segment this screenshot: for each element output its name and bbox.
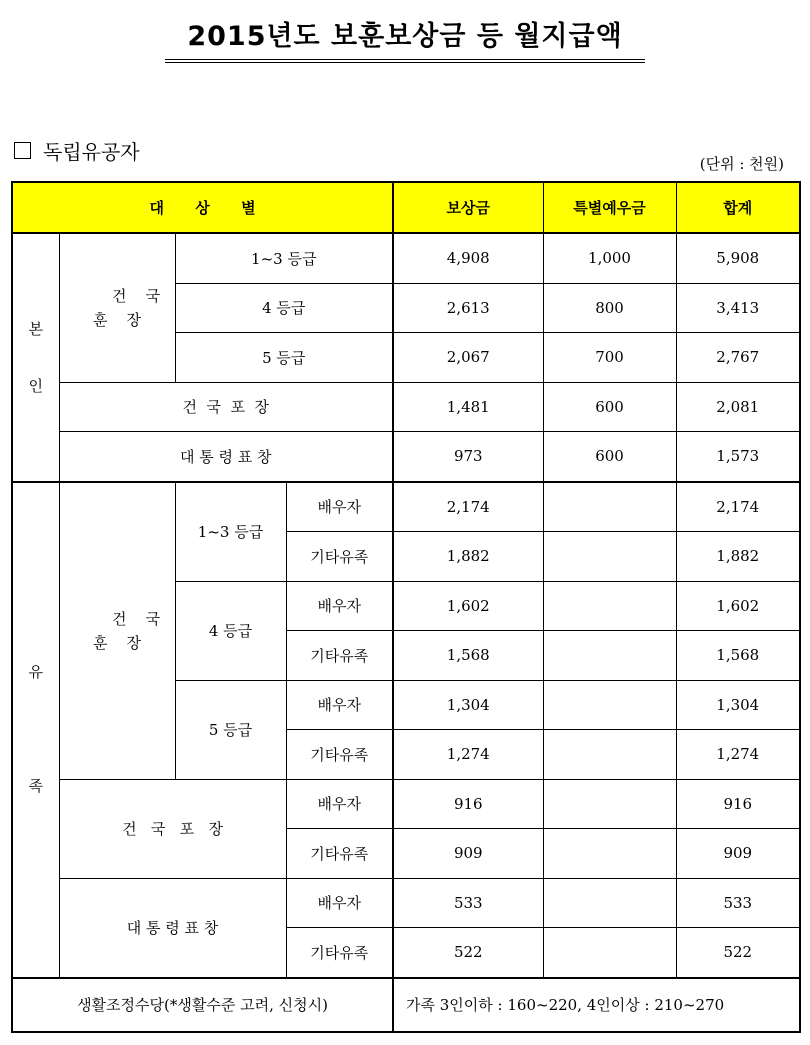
unit-label: (단위 : 천원) xyxy=(699,155,784,173)
total-cell: 3,413 xyxy=(676,283,800,333)
total-cell: 1,573 xyxy=(676,432,800,482)
group-label-bereaved xyxy=(12,482,59,978)
total-cell: 916 xyxy=(676,779,800,829)
comp-cell: 2,613 xyxy=(393,283,543,333)
special-cell: 700 xyxy=(543,333,676,383)
comp-cell: 973 xyxy=(393,432,543,482)
document-title-wrap xyxy=(0,14,810,63)
table-row xyxy=(12,878,800,928)
group-label-self-bottom: 인 xyxy=(28,376,43,395)
comp-cell: 1,304 xyxy=(393,680,543,730)
type-cell: 배우자 xyxy=(286,779,393,829)
type-cell: 배우자 xyxy=(286,680,393,730)
order-label-self xyxy=(59,233,175,382)
type-cell: 기타유족 xyxy=(286,631,393,681)
order-bottom: 훈 장 xyxy=(92,633,142,652)
comp-cell: 1,274 xyxy=(393,730,543,780)
special-cell xyxy=(543,631,676,681)
special-cell xyxy=(543,779,676,829)
payment-table xyxy=(11,181,801,1033)
comp-cell: 533 xyxy=(393,878,543,928)
order-bottom: 훈 장 xyxy=(92,310,142,329)
total-cell: 2,174 xyxy=(676,482,800,532)
medal-label: 건 국 포 장 xyxy=(59,382,393,432)
special-cell xyxy=(543,730,676,780)
special-cell xyxy=(543,928,676,978)
type-cell: 기타유족 xyxy=(286,928,393,978)
special-cell xyxy=(543,829,676,879)
table-row xyxy=(12,233,800,283)
table-row xyxy=(12,432,800,482)
total-cell: 5,908 xyxy=(676,233,800,283)
checkbox-square-icon xyxy=(14,142,31,159)
header-row xyxy=(12,182,800,233)
comp-cell: 2,174 xyxy=(393,482,543,532)
type-cell: 기타유족 xyxy=(286,730,393,780)
type-cell: 기타유족 xyxy=(286,829,393,879)
special-cell: 1,000 xyxy=(543,233,676,283)
citation-label: 대 통 령 표 창 xyxy=(59,878,286,978)
total-cell: 1,602 xyxy=(676,581,800,631)
header-category: 대 상 별 xyxy=(12,182,393,233)
table-row-footer xyxy=(12,978,800,1032)
total-cell: 533 xyxy=(676,878,800,928)
comp-cell: 2,067 xyxy=(393,333,543,383)
group-label-self-top: 본 xyxy=(28,319,43,338)
medal-label: 건 국 포 장 xyxy=(59,779,286,878)
total-cell: 909 xyxy=(676,829,800,879)
special-cell xyxy=(543,878,676,928)
document-title: 2015년도 보훈보상금 등 월지급액 xyxy=(165,14,644,63)
comp-cell: 916 xyxy=(393,779,543,829)
comp-cell: 1,602 xyxy=(393,581,543,631)
section-label: 독립유공자 xyxy=(43,140,140,164)
comp-cell: 909 xyxy=(393,829,543,879)
total-cell: 1,568 xyxy=(676,631,800,681)
comp-cell: 522 xyxy=(393,928,543,978)
grade-cell: 1~3 등급 xyxy=(175,482,286,582)
grade-cell: 1~3 등급 xyxy=(175,233,393,283)
table-row xyxy=(12,482,800,532)
special-cell xyxy=(543,680,676,730)
group-label-bereaved-bottom: 족 xyxy=(28,777,43,796)
special-cell xyxy=(543,532,676,582)
total-cell: 2,767 xyxy=(676,333,800,383)
total-cell: 522 xyxy=(676,928,800,978)
comp-cell: 1,882 xyxy=(393,532,543,582)
total-cell: 1,882 xyxy=(676,532,800,582)
grade-cell: 5 등급 xyxy=(175,333,393,383)
order-top: 건 국 xyxy=(112,609,161,628)
type-cell: 배우자 xyxy=(286,581,393,631)
footer-label: 생활조정수당(*생활수준 고려, 신청시) xyxy=(12,978,393,1032)
comp-cell: 1,568 xyxy=(393,631,543,681)
total-cell: 1,304 xyxy=(676,680,800,730)
comp-cell: 1,481 xyxy=(393,382,543,432)
header-special: 특별예우금 xyxy=(543,182,676,233)
order-label-bereaved xyxy=(59,482,175,780)
special-cell xyxy=(543,482,676,532)
group-label-bereaved-top: 유 xyxy=(28,663,43,682)
header-compensation: 보상금 xyxy=(393,182,543,233)
citation-label: 대 통 령 표 창 xyxy=(59,432,393,482)
group-label-self xyxy=(12,233,59,482)
table-row xyxy=(12,779,800,829)
grade-cell: 4 등급 xyxy=(175,581,286,680)
grade-cell: 4 등급 xyxy=(175,283,393,333)
type-cell: 기타유족 xyxy=(286,532,393,582)
total-cell: 2,081 xyxy=(676,382,800,432)
table-row xyxy=(12,382,800,432)
special-cell: 800 xyxy=(543,283,676,333)
total-cell: 1,274 xyxy=(676,730,800,780)
type-cell: 배우자 xyxy=(286,482,393,532)
grade-cell: 5 등급 xyxy=(175,680,286,779)
special-cell: 600 xyxy=(543,432,676,482)
section-heading xyxy=(14,136,140,165)
footer-value: 가족 3인이하 : 160~220, 4인이상 : 210~270 xyxy=(393,978,800,1032)
comp-cell: 4,908 xyxy=(393,233,543,283)
type-cell: 배우자 xyxy=(286,878,393,928)
special-cell: 600 xyxy=(543,382,676,432)
order-top: 건 국 xyxy=(112,286,161,305)
special-cell xyxy=(543,581,676,631)
header-total: 합계 xyxy=(676,182,800,233)
